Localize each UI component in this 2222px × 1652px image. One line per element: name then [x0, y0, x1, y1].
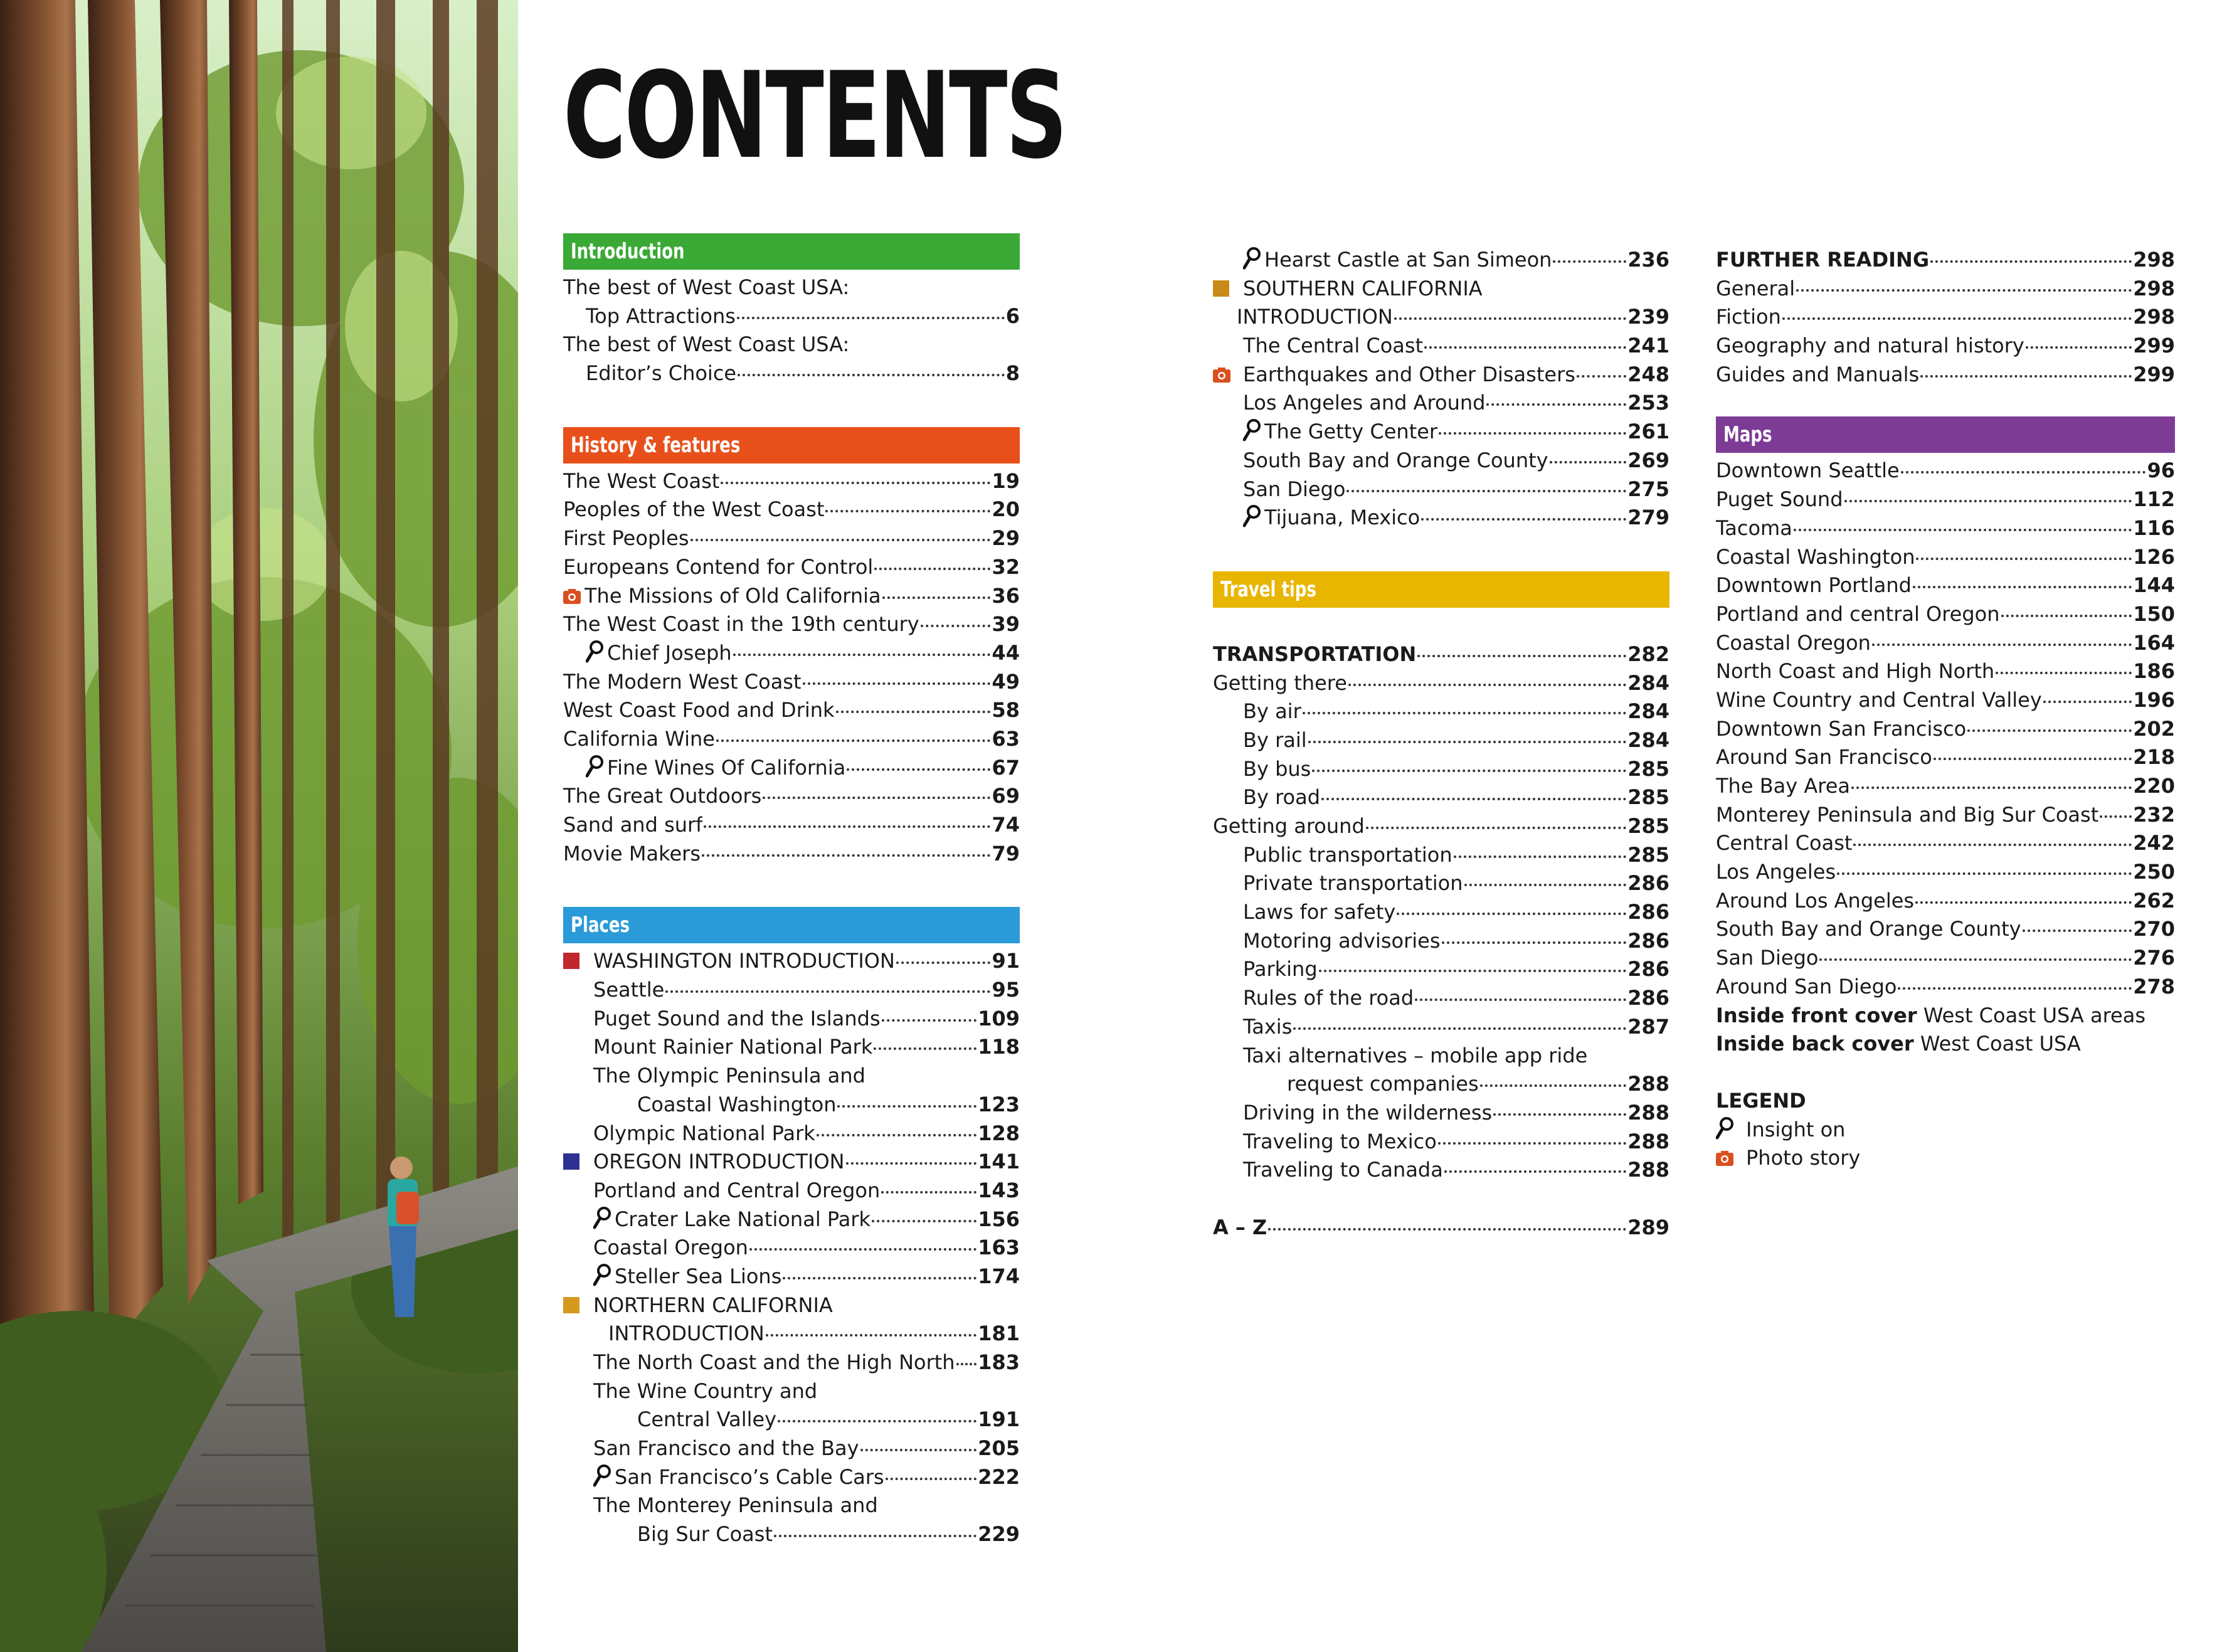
- magnifier-icon: [1243, 504, 1262, 528]
- toc-entry[interactable]: Around San Diego 278: [1716, 974, 2175, 998]
- toc-entry[interactable]: Getting around 285: [1213, 814, 1669, 838]
- toc-entry[interactable]: OREGON INTRODUCTION 141: [563, 1148, 1020, 1177]
- page-title: CONTENTS: [563, 46, 1066, 185]
- toc-entry[interactable]: San Diego 275: [1243, 477, 1669, 501]
- toc-entry[interactable]: NORTHERN CALIFORNIA: [563, 1291, 1020, 1320]
- toc-entry[interactable]: Movie Makers 79: [563, 841, 1020, 866]
- toc-entry[interactable]: Monterey Peninsula and Big Sur Coast 232: [1716, 802, 2175, 827]
- toc-entry[interactable]: TRANSPORTATION 282: [1213, 642, 1669, 666]
- toc-entry[interactable]: Coastal Oregon 163: [593, 1236, 1020, 1260]
- toc-entry[interactable]: Puget Sound and the Islands 109: [593, 1006, 1020, 1030]
- section-maps: [1716, 416, 2175, 1058]
- toc-entry[interactable]: Taxis 287: [1243, 1014, 1669, 1039]
- camera-icon: [1716, 1151, 1733, 1166]
- toc-entry[interactable]: Seattle 95: [593, 978, 1020, 1002]
- toc-entry[interactable]: Crater Lake National Park 156: [563, 1205, 1020, 1234]
- toc-entry[interactable]: Motoring advisories 286: [1243, 928, 1669, 953]
- toc-entry[interactable]: Steller Sea Lions 174: [563, 1263, 1020, 1291]
- toc-entry[interactable]: Europeans Contend for Control 32: [563, 554, 1020, 579]
- toc-entry[interactable]: By road 285: [1243, 785, 1669, 810]
- toc-entry[interactable]: Coastal Washington 126: [1716, 544, 2175, 569]
- toc-entry[interactable]: Big Sur Coast 229: [637, 1522, 1020, 1547]
- toc-entry[interactable]: The Wine Country and: [593, 1379, 818, 1403]
- toc-entry[interactable]: The West Coast in the 19th century 39: [563, 612, 1020, 637]
- legend: [1716, 1087, 2175, 1173]
- toc-entry[interactable]: San Francisco’s Cable Cars 222: [563, 1463, 1020, 1492]
- toc-entry[interactable]: South Bay and Orange County 269: [1243, 448, 1669, 472]
- camera-icon: [1213, 368, 1230, 383]
- toc-entry[interactable]: Hearst Castle at San Simeon 236: [1213, 246, 1669, 275]
- magnifier-icon: [586, 755, 605, 778]
- toc-entry[interactable]: Sand and surf 74: [563, 813, 1020, 837]
- toc-entry[interactable]: The Great Outdoors 69: [563, 784, 1020, 808]
- section-heading-introduction: Introduction: [563, 233, 1020, 270]
- inside-front-cover-note: Inside front cover West Coast USA areas: [1716, 1003, 2146, 1027]
- toc-entry[interactable]: FURTHER READING 298: [1716, 248, 2175, 272]
- toc-entry[interactable]: The best of West Coast USA:: [563, 275, 850, 299]
- toc-entry[interactable]: Portland and Central Oregon 143: [593, 1178, 1020, 1202]
- magnifier-icon: [593, 1206, 612, 1230]
- magnifier-icon: [1243, 246, 1262, 270]
- toc-entry[interactable]: INTRODUCTION 181: [608, 1321, 1020, 1346]
- toc-entry[interactable]: The Monterey Peninsula and: [593, 1493, 878, 1518]
- toc-entry[interactable]: The Central Coast 241: [1243, 334, 1669, 358]
- magnifier-icon: [1716, 1116, 1735, 1140]
- toc-entry[interactable]: Downtown Portland 144: [1716, 573, 2175, 598]
- legend-item-insight: Insight on: [1716, 1116, 2175, 1145]
- toc-entry[interactable]: A – Z 289: [1213, 1215, 1669, 1239]
- toc-entry[interactable]: Around San Francisco 218: [1716, 745, 2175, 770]
- toc-entry[interactable]: Coastal Oregon 164: [1716, 630, 2175, 655]
- toc-entry[interactable]: Driving in the wilderness 288: [1243, 1100, 1669, 1125]
- region-marker-northern-california: [563, 1297, 579, 1313]
- magnifier-icon: [593, 1464, 612, 1488]
- inside-back-cover-note: Inside back cover West Coast USA: [1716, 1032, 2081, 1056]
- toc-entry[interactable]: West Coast Food and Drink 58: [563, 698, 1020, 723]
- toc-entry[interactable]: The Bay Area 220: [1716, 774, 2175, 798]
- contents-column-1: [563, 233, 1020, 1549]
- toc-entry[interactable]: San Francisco and the Bay 205: [593, 1436, 1020, 1461]
- section-introduction: [563, 233, 1020, 388]
- section-heading-history: History & features: [563, 427, 1020, 463]
- toc-entry[interactable]: Top Attractions 6: [586, 304, 1020, 328]
- toc-entry[interactable]: The Olympic Peninsula and: [593, 1064, 865, 1088]
- toc-entry[interactable]: Peoples of the West Coast 20: [563, 497, 1020, 522]
- toc-entry[interactable]: WASHINGTON INTRODUCTION 91: [563, 947, 1020, 976]
- toc-entry[interactable]: Puget Sound 112: [1716, 487, 2175, 512]
- toc-entry[interactable]: Tijuana, Mexico 279: [1213, 504, 1669, 532]
- toc-entry[interactable]: San Diego 276: [1716, 946, 2175, 970]
- toc-entry[interactable]: California Wine 63: [563, 726, 1020, 751]
- toc-entry[interactable]: The Modern West Coast 49: [563, 669, 1020, 694]
- toc-entry[interactable]: Editor’s Choice 8: [586, 361, 1020, 386]
- section-history: [563, 427, 1020, 869]
- toc-entry[interactable]: General 298: [1716, 276, 2175, 300]
- toc-entry[interactable]: request companies 288: [1287, 1072, 1669, 1096]
- toc-entry[interactable]: Central Coast 242: [1716, 831, 2175, 855]
- toc-entry[interactable]: Los Angeles and Around 253: [1243, 391, 1669, 415]
- toc-entry[interactable]: Fine Wines Of California 67: [563, 754, 1020, 783]
- toc-entry[interactable]: INTRODUCTION 239: [1237, 305, 1669, 329]
- toc-entry[interactable]: Earthquakes and Other Disasters 248: [1213, 361, 1669, 389]
- toc-entry[interactable]: The Missions of Old California 36: [563, 582, 1020, 611]
- magnifier-icon: [593, 1263, 612, 1287]
- toc-entry[interactable]: Chief Joseph 44: [563, 639, 1020, 668]
- toc-entry[interactable]: By bus 285: [1243, 756, 1669, 781]
- toc-entry[interactable]: The best of West Coast USA:: [563, 332, 850, 357]
- toc-entry[interactable]: Portland and central Oregon 150: [1716, 601, 2175, 626]
- toc-entry[interactable]: Taxi alternatives – mobile app ride: [1243, 1043, 1588, 1067]
- legend-item-photo-story: Photo story: [1716, 1144, 2175, 1173]
- toc-entry[interactable]: Downtown San Francisco 202: [1716, 716, 2175, 741]
- section-heading-places: Places: [563, 907, 1020, 943]
- region-marker-oregon: [563, 1153, 579, 1170]
- legend-title: LEGEND: [1716, 1088, 1806, 1113]
- toc-entry[interactable]: Fiction 298: [1716, 305, 2175, 329]
- toc-entry[interactable]: Around Los Angeles 262: [1716, 888, 2175, 913]
- toc-entry[interactable]: Guides and Manuals 299: [1716, 362, 2175, 386]
- toc-entry[interactable]: Getting there 284: [1213, 670, 1669, 695]
- toc-entry[interactable]: First Peoples 29: [563, 526, 1020, 551]
- redwood-forest-photo: [0, 0, 518, 1652]
- toc-entry[interactable]: Traveling to Mexico 288: [1243, 1129, 1669, 1153]
- magnifier-icon: [586, 640, 605, 664]
- toc-entry[interactable]: Mount Rainier National Park 118: [593, 1035, 1020, 1059]
- contents-column-2: [1213, 246, 1669, 1242]
- toc-entry[interactable]: The Getty Center 261: [1213, 418, 1669, 447]
- toc-entry[interactable]: Geography and natural history 299: [1716, 334, 2175, 358]
- toc-entry[interactable]: Traveling to Canada 288: [1243, 1158, 1669, 1182]
- toc-entry[interactable]: Los Angeles 250: [1716, 860, 2175, 884]
- toc-entry[interactable]: Central Valley 191: [637, 1407, 1020, 1432]
- section-heading-travel-tips: Travel tips: [1213, 571, 1669, 608]
- toc-entry[interactable]: Laws for safety 286: [1243, 900, 1669, 924]
- toc-entry[interactable]: The North Coast and the High North 183: [593, 1350, 1020, 1374]
- toc-entry[interactable]: SOUTHERN CALIFORNIA: [1213, 275, 1669, 304]
- toc-entry[interactable]: South Bay and Orange County 270: [1716, 917, 2175, 941]
- toc-entry[interactable]: Downtown Seattle 96: [1716, 458, 2175, 483]
- contents-column-3: [1716, 246, 2175, 1173]
- section-travel-tips: [1213, 571, 1669, 1242]
- toc-entry[interactable]: Coastal Washington 123: [637, 1092, 1020, 1116]
- section-places: [563, 907, 1020, 1549]
- region-marker-southern-california: [1213, 280, 1229, 297]
- section-heading-maps: Maps: [1716, 416, 2175, 453]
- toc-entry[interactable]: By air 284: [1243, 699, 1669, 724]
- toc-entry[interactable]: By rail 284: [1243, 728, 1669, 752]
- toc-entry[interactable]: Tacoma 116: [1716, 516, 2175, 540]
- toc-entry[interactable]: The West Coast 19: [563, 469, 1020, 493]
- camera-icon: [563, 589, 581, 604]
- region-marker-washington: [563, 953, 579, 969]
- toc-entry[interactable]: Parking 286: [1243, 957, 1669, 982]
- toc-entry[interactable]: Private transportation 286: [1243, 871, 1669, 896]
- toc-entry[interactable]: Wine Country and Central Valley 196: [1716, 687, 2175, 712]
- magnifier-icon: [1243, 418, 1262, 442]
- toc-entry[interactable]: Rules of the road 286: [1243, 986, 1669, 1010]
- toc-entry[interactable]: North Coast and High North 186: [1716, 659, 2175, 684]
- toc-entry[interactable]: Public transportation 285: [1243, 842, 1669, 867]
- toc-entry[interactable]: Olympic National Park 128: [593, 1121, 1020, 1145]
